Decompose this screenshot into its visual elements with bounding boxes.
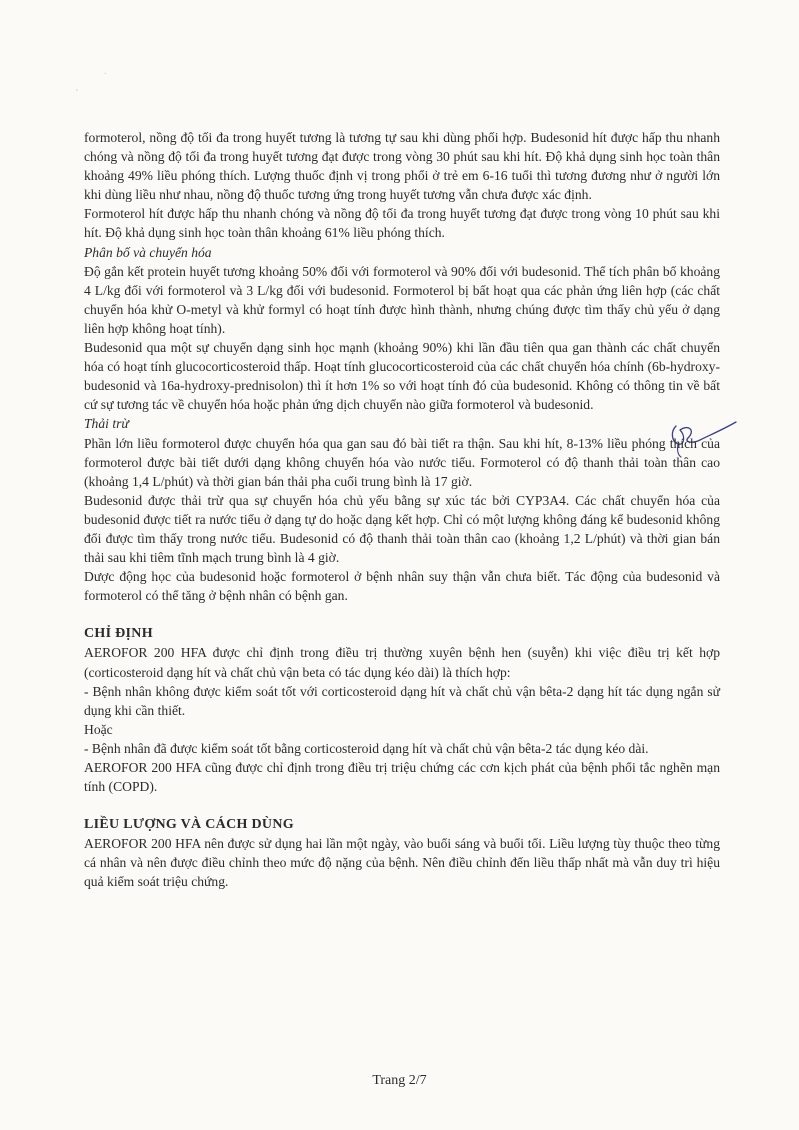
paragraph: AEROFOR 200 HFA được chỉ định trong điều trị thường xuyên bệnh hen (suyễn) khi việc điều trị kết hợp (corticosteroid dạng hít và chất chủ vận beta có tác dụng kéo dài) là thích hợp:	[84, 645, 720, 680]
paragraph: Budesonid qua một sự chuyển dạng sinh học mạnh (khoảng 90%) khi lần đầu tiên qua gan thành các chất chuyển hóa có hoạt tính glucocorticosteroid thấp. Hoạt tính glucocorticosteroid của các chất chuyển hóa chính (6b-hydroxy-budesonid và 16a-hydroxy-prednisolon) thì ít hơn 1% so với hoạt tính đó của budesonid. Không có thông tin về bất cứ sự tương tác về chuyển hóa hoặc phản ứng dịch chuyển nào giữa formoterol và budesonid.	[84, 340, 720, 413]
paragraph: Hoặc	[84, 721, 113, 737]
paragraph: formoterol, nồng độ tối đa trong huyết tương là tương tự sau khi dùng phối hợp. Budesonid hít được hấp thu nhanh chóng và nồng độ tối đa trong huyết tương đạt được trong vòng 30 phút sau khi hít. Độ khả dụng sinh học toàn thân khoảng 49% liều phóng thích. Lượng thuốc định vị trong phổi ở trẻ em 6-16 tuổi thì tương đương như ở người lớn khi dùng liều như nhau, nồng độ thuốc tương ứng trong huyết tương vẫn chưa được xác định.	[84, 130, 720, 203]
page-number: Trang 2/7	[372, 1073, 427, 1088]
paragraph: Dược động học của budesonid hoặc formoterol ở bệnh nhân suy thận vẫn chưa biết. Tác động của budesonid và formoterol có thể tăng ở bệnh nhân có bệnh gan.	[84, 569, 720, 604]
scan-mark: .	[104, 66, 107, 77]
paragraph: - Bệnh nhân đã được kiểm soát tốt bằng corticosteroid dạng hít và chất chủ vận bêta-2 tác dụng kéo dài.	[84, 740, 649, 756]
section-title-indications: CHỈ ĐỊNH	[84, 626, 153, 642]
subheading-elimination: Thải trừ	[84, 416, 129, 432]
paragraph: Độ gắn kết protein huyết tương khoảng 50% đối với formoterol và 90% đối với budesonid. Thể tích phân bố khoảng 4 L/kg đối với formoterol và 3 L/kg đối với budesonid. Formoterol bị bất hoạt qua các phản ứng liên hợp (các chất chuyển hóa khử O-metyl và khử formyl có hoạt tính được hình thành, nhưng chúng được tìm thấy chủ yếu ở dạng liên hợp không hoạt tính).	[84, 263, 720, 336]
paragraph: Budesonid được thải trừ qua sự chuyển hóa chủ yếu bằng sự xúc tác bởi CYP3A4. Các chất chuyển hóa của budesonid được tiết ra nước tiểu ở dạng tự do hoặc dạng kết hợp. Chỉ có một lượng không đáng kể budesonid không đổi được tìm thấy trong nước tiểu. Budesonid có độ thanh thải toàn thân cao (khoảng 1,2 L/phút) và thời gian bán thải sau khi tiêm tĩnh mạch trung bình là 4 giờ.	[84, 492, 720, 566]
scan-mark: '	[76, 88, 78, 99]
paragraph: Phần lớn liều formoterol được chuyển hóa qua gan sau đó bài tiết ra thận. Sau khi hít, 8-13% liều phóng thích của formoterol được bài tiết dưới dạng không chuyển hóa vào nước tiểu. Formoterol có độ thanh thải toàn thân cao (khoảng 1,4 L/phút) và thời gian bán thải pha cuối trung bình là 17 giờ.	[84, 435, 720, 489]
paragraph: - Bệnh nhân không được kiểm soát tốt với corticosteroid dạng hít và chất chủ vận bêta-2 dạng hít tác dụng ngắn sử dụng khi cần thiết.	[84, 683, 720, 718]
paragraph: AEROFOR 200 HFA nên được sử dụng hai lần một ngày, vào buổi sáng và buổi tối. Liều lượng tùy thuộc theo từng cá nhân và nên được điều chỉnh theo mức độ nặng của bệnh. Nên điều chỉnh đến liều thấp nhất mà vẫn duy trì hiệu quả kiểm soát triệu chứng.	[84, 836, 720, 890]
paragraph: Formoterol hít được hấp thu nhanh chóng và nồng độ tối đa trong huyết tương đạt được trong vòng 10 phút sau khi hít. Độ khả dụng sinh học toàn thân khoảng 61% liều phóng thích.	[84, 206, 720, 241]
section-title-dosage: LIỀU LƯỢNG VÀ CÁCH DÙNG	[84, 817, 294, 833]
paragraph: AEROFOR 200 HFA cũng được chỉ định trong điều trị triệu chứng các cơn kịch phát của bệnh phổi tắc nghẽn mạn tính (COPD).	[84, 760, 720, 795]
subheading-distribution: Phân bố và chuyển hóa	[84, 244, 212, 260]
document-body	[84, 128, 720, 892]
